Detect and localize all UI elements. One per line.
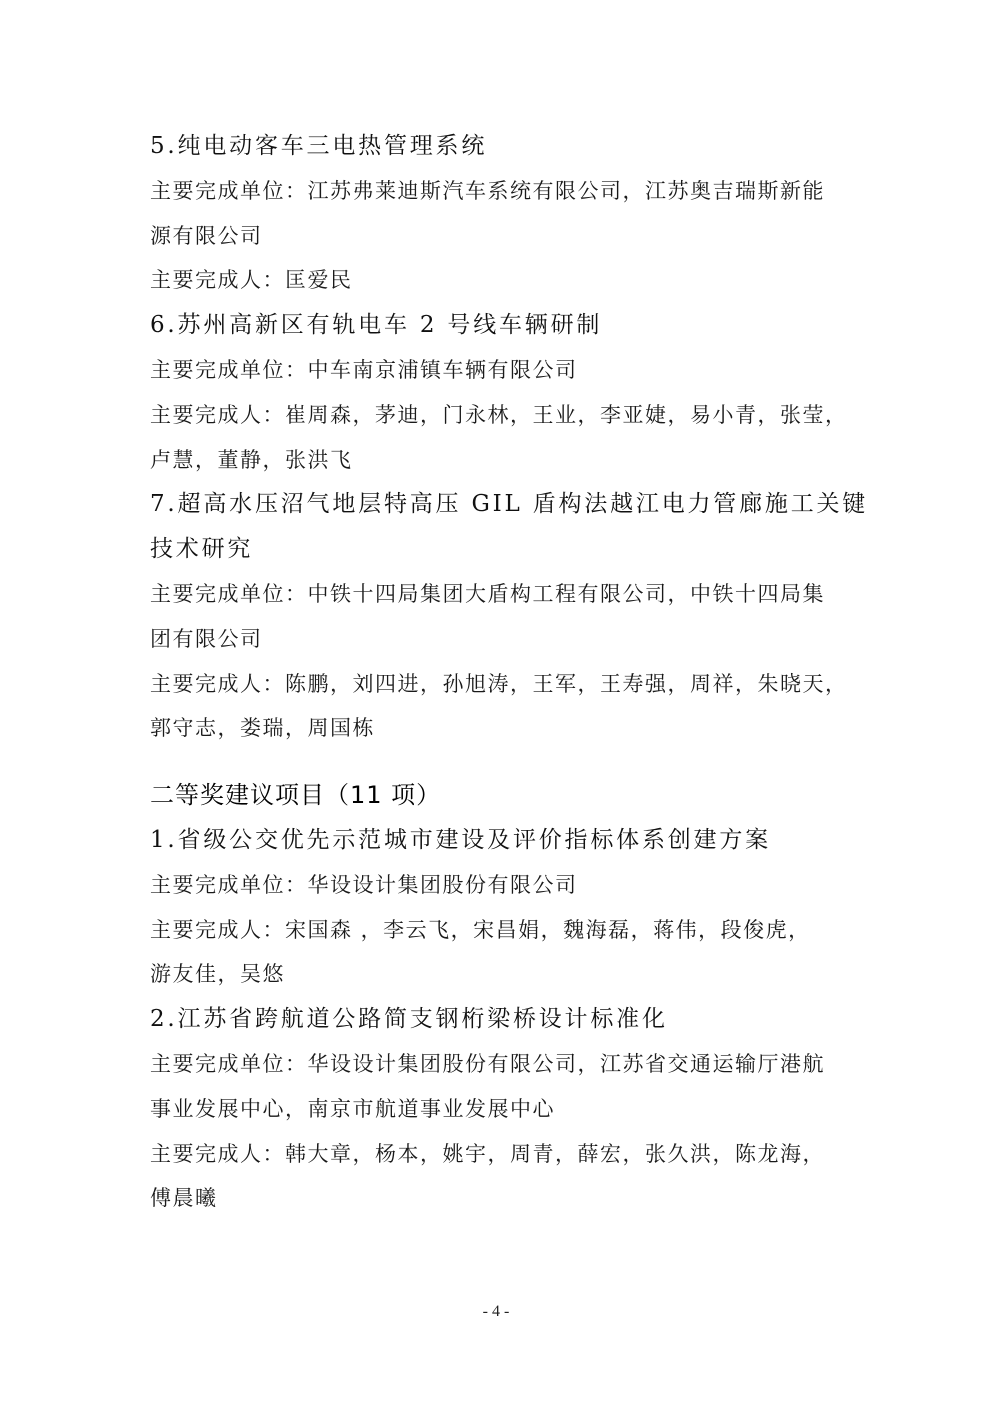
completion-persons: 主要完成人：陈鹏，刘四进，孙旭涛，王军，王寿强，周祥，朱晓天，	[150, 671, 848, 696]
completion-units: 主要完成单位：华设设计集团股份有限公司	[150, 872, 578, 897]
completion-persons-cont: 卢慧，董静，张洪飞	[150, 447, 353, 472]
item-title: 5.纯电动客车三电热管理系统	[150, 133, 488, 159]
item-title: 1.省级公交优先示范城市建设及评价指标体系创建方案	[150, 826, 771, 853]
completion-units: 主要完成单位：华设设计集团股份有限公司，江苏省交通运输厅港航	[150, 1051, 825, 1076]
item-title-cont: 技术研究	[150, 536, 254, 563]
item-title: 7.超高水压沼气地层特高压 GIL 盾构法越江电力管廊施工关键	[150, 491, 869, 518]
item-5	[150, 124, 850, 303]
second-item-1	[150, 818, 850, 997]
completion-persons: 主要完成人：宋国森 ，李云飞，宋昌娟，魏海磊，蒋伟，段俊虎，	[150, 917, 811, 942]
second-item-2	[150, 997, 850, 1221]
completion-persons: 主要完成人：崔周森，茅迪，门永林，王业，李亚婕，易小青，张莹，	[150, 402, 848, 427]
item-title: 2.江苏省跨航道公路简支钢桁梁桥设计标准化	[150, 1006, 668, 1033]
item-title: 6.苏州高新区有轨电车 2 号线车辆研制	[150, 312, 603, 339]
item-6	[150, 303, 850, 482]
section-heading: 二等奖建议项目（11 项）	[150, 781, 442, 810]
completion-units-cont: 源有限公司	[150, 223, 263, 248]
page-number: - 4 -	[482, 1303, 510, 1320]
completion-units: 主要完成单位：中铁十四局集团大盾构工程有限公司，中铁十四局集	[150, 581, 825, 606]
completion-units: 主要完成单位：中车南京浦镇车辆有限公司	[150, 357, 578, 382]
completion-persons: 主要完成人：韩大章，杨本，姚宇，周青，薛宏，张久洪，陈龙海，	[150, 1141, 825, 1166]
document-body	[150, 124, 869, 1221]
completion-persons-cont: 游友佳，吴悠	[150, 962, 285, 987]
completion-persons-cont: 郭守志，娄瑞，周国栋	[150, 716, 375, 741]
item-7	[150, 482, 869, 751]
completion-persons: 主要完成人：匡爱民	[150, 268, 353, 293]
completion-units-cont: 事业发展中心，南京市航道事业发展中心	[150, 1096, 555, 1121]
completion-units: 主要完成单位：江苏弗莱迪斯汽车系统有限公司，江苏奥吉瑞斯新能	[150, 178, 825, 203]
completion-persons-cont: 傅晨曦	[150, 1186, 218, 1211]
completion-units-cont: 团有限公司	[150, 626, 263, 651]
